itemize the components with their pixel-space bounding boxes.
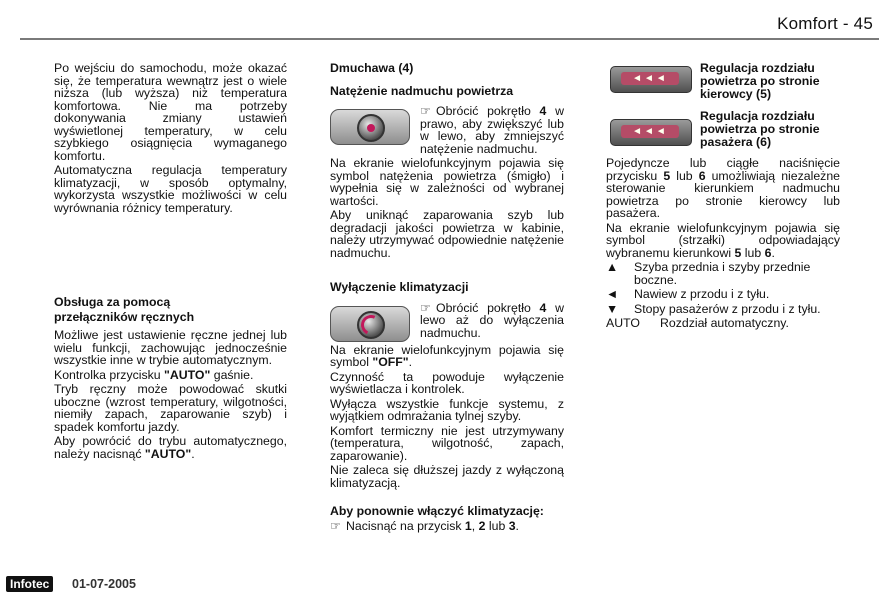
arrows-icon: ◄◄◄ (621, 125, 679, 138)
paragraph: Automatyczna regulacja temperatury klimatyzacji, w sposób optymalny, wykorzysta wszystkie możliwości w celu wyrównania różnicy temperatury. (54, 163, 287, 215)
instruction: ☞ Obrócić pokrętło 4 w lewo aż do wyłączenia nadmuchu. (420, 300, 564, 340)
section-heading: Dmuchawa (4) (330, 61, 414, 75)
paragraph: Czynność ta powoduje wyłączenie wyświetlacza i kontrolek. (330, 369, 564, 396)
air-distribution-passenger-button-image (610, 119, 692, 146)
pointing-finger-icon: ☞ (420, 300, 432, 315)
list-item: ▼ Stopy pasażerów z przodu i z tyłu. (606, 301, 821, 316)
pointing-finger-icon: ☞ (420, 104, 432, 118)
footer-date: 01-07-2005 (72, 577, 136, 591)
arrow-left-icon: ◄ (606, 287, 619, 301)
section-heading: przełączników ręcznych (54, 309, 195, 324)
paragraph: Komfort termiczny nie jest utrzymywany (temperatura, wilgotność, zapach, zaparowanie). (330, 423, 564, 463)
arrow-up-icon: ▲ (606, 260, 619, 274)
paragraph: Wyłącza wszystkie funkcje systemu, z wyjątkiem odmrażania tylnej szyby. (330, 396, 564, 423)
rotate-left-arrow-icon (358, 312, 384, 338)
section-heading: Obsługa za pomocą (54, 295, 171, 309)
paragraph: Aby powrócić do trybu automatycznego, należy nacisnąć "AUTO". (54, 434, 287, 461)
arrows-icon: ◄◄◄ (621, 72, 679, 85)
knob-dial-icon (357, 114, 385, 142)
knob-dial-icon (357, 311, 385, 339)
paragraph: Na ekranie wielofunkcyjnym pojawia się symbol "OFF". (330, 342, 564, 369)
paragraph: Aby uniknąć zaparowania szyb lub degradacji jakości powietrza w kabinie, należy utrzymywać odpowiednie natężenie nadmuchu. (330, 208, 564, 260)
column-left (54, 62, 287, 462)
paragraph: Możliwe jest ustawienie ręczne jednej lub wielu funkcji, zachowując jednocześnie wszystkie inne w trybie automatycznym. (54, 328, 287, 367)
list-item: ◄ Nawiew z przodu i z tyłu. (606, 287, 770, 301)
blower-knob-off-image (330, 306, 410, 342)
section-heading: Natężenie nadmuchu powietrza (330, 83, 514, 98)
page-title: Komfort - 45 (777, 14, 873, 33)
paragraph: Kontrolka przycisku "AUTO" gaśnie. (54, 367, 254, 382)
brand-logo: Infotec (6, 576, 53, 592)
instruction: ☞ Nacisnąć na przycisk 1, 2 lub 3. (330, 518, 519, 533)
column-middle (330, 62, 564, 534)
paragraph: Tryb ręczny może powodować skutki uboczne (wzrost temperatury, wilgotności, niemiły zapach, zaparowanie szyb) i spadek komfortu jazdy. (54, 382, 287, 434)
passenger-distribution-label: Regulacja rozdziału powietrza po stronie pasażera (6) (700, 109, 820, 149)
paragraph: Pojedyncze lub ciągłe naciśnięcie przycisku 5 lub 6 umożliwiają niezależne sterowanie kierunkiem nadmuchu powietrza po stronie kierowcy lub pasażera. (606, 156, 840, 220)
section-heading: Wyłączenie klimatyzacji (330, 280, 469, 294)
driver-distribution-label: Regulacja rozdziału powietrza po stronie kierowcy (5) (700, 61, 820, 101)
blower-knob-image (330, 109, 410, 145)
header-divider (20, 38, 879, 40)
arrow-down-icon: ▼ (606, 301, 619, 316)
column-right (606, 157, 840, 332)
section-heading: Aby ponownie włączyć klimatyzację: (330, 504, 544, 518)
fan-icon (367, 124, 375, 132)
paragraph: Na ekranie wielofunkcyjnym pojawia się symbol natężenia powietrza (śmigło) i wypełnia się w zależności od wybranej wartości. (330, 156, 564, 208)
instruction: ☞ Obrócić pokrętło 4 w prawo, aby zwiększyć lub w lewo, aby zmniejszyć natężenie nadmuchu. (420, 104, 564, 156)
pointing-finger-icon: ☞ (330, 518, 342, 533)
list-item: AUTO Rozdział automatyczny. (606, 316, 789, 330)
paragraph: Nie zaleca się dłuższej jazdy z wyłączoną klimatyzacją. (330, 463, 564, 490)
auto-label: AUTO (606, 316, 640, 330)
air-distribution-driver-button-image (610, 66, 692, 93)
paragraph: Na ekranie wielofunkcyjnym pojawia się symbol (strzałki) odpowiadający wybranemu kierunkowi 5 lub 6. (606, 220, 840, 260)
list-item: ▲ Szyba przednia i szyby przednie boczne. (606, 260, 811, 287)
paragraph: Po wejściu do samochodu, może okazać się, że temperatura wewnątrz jest o wiele niższa (lub wyższa) niż temperatura komfortowa. Nie ma potrzeby dokonywania zmiany ustawień wyświetlonej temperatury, w celu szybkiego osiągnięcia wymaganego komfortu. (54, 61, 287, 163)
